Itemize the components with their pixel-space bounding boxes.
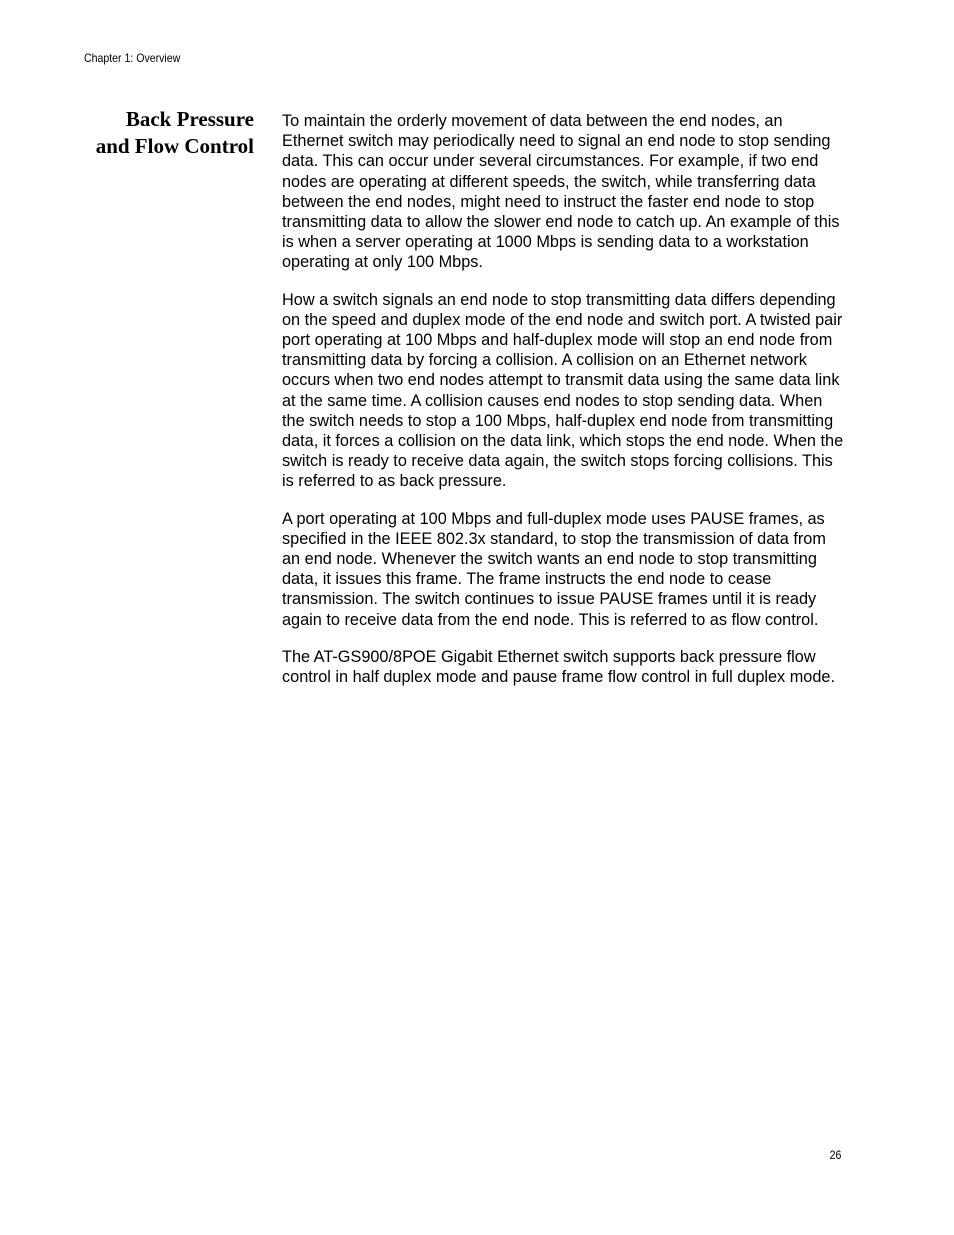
section-body [282, 111, 847, 704]
section-heading-line-2: and Flow Control [95, 134, 254, 158]
paragraph-2: How a switch signals an end node to stop transmitting data differs depending on the speed and duplex mode of the end node and switch port. A twisted pair port operating at 100 Mbps and half-duplex mode will stop an end node from transmitting data by forcing a collision. A collision on an Ethernet network occurs when two end nodes attempt to transmit data using the same data link at the same time. A collision causes end nodes to stop sending data. When the switch needs to stop a 100 Mbps, half-duplex end node from transmitting data, it forces a collision on the data link, which stops the end node. When the switch is ready to receive data again, the switch stops forcing collisions. This is referred to as back pressure. [282, 290, 844, 491]
section-heading [60, 106, 254, 160]
section-heading-line-1: Back Pressure [125, 107, 254, 131]
running-header: Chapter 1: Overview [84, 51, 181, 65]
paragraph-1: To maintain the orderly movement of data between the end nodes, an Ethernet switch may periodically need to signal an end node to stop sending data. This can occur under several circumstances. For example, if two end nodes are operating at different speeds, the switch, while transferring data between the end nodes, might need to instruct the faster end node to stop transmitting data to allow the slower end node to catch up. An example of this is when a server operating at 1000 Mbps is sending data to a workstation operating at only 100 Mbps. [282, 112, 840, 272]
paragraph-4: The AT-GS900/8POE Gigabit Ethernet switch supports back pressure flow control in half duplex mode and pause frame flow control in full duplex mode. [282, 647, 835, 687]
paragraph-3: A port operating at 100 Mbps and full-duplex mode uses PAUSE frames, as specified in the IEEE 802.3x standard, to stop the transmission of data from an end node. Whenever the switch wants an end node to stop transmitting data, it issues this frame. The frame instructs the end node to cease transmission. The switch continues to issue PAUSE frames until it is ready again to receive data from the end node. This is referred to as flow control. [282, 509, 826, 629]
page-number: 26 [829, 1148, 841, 1162]
